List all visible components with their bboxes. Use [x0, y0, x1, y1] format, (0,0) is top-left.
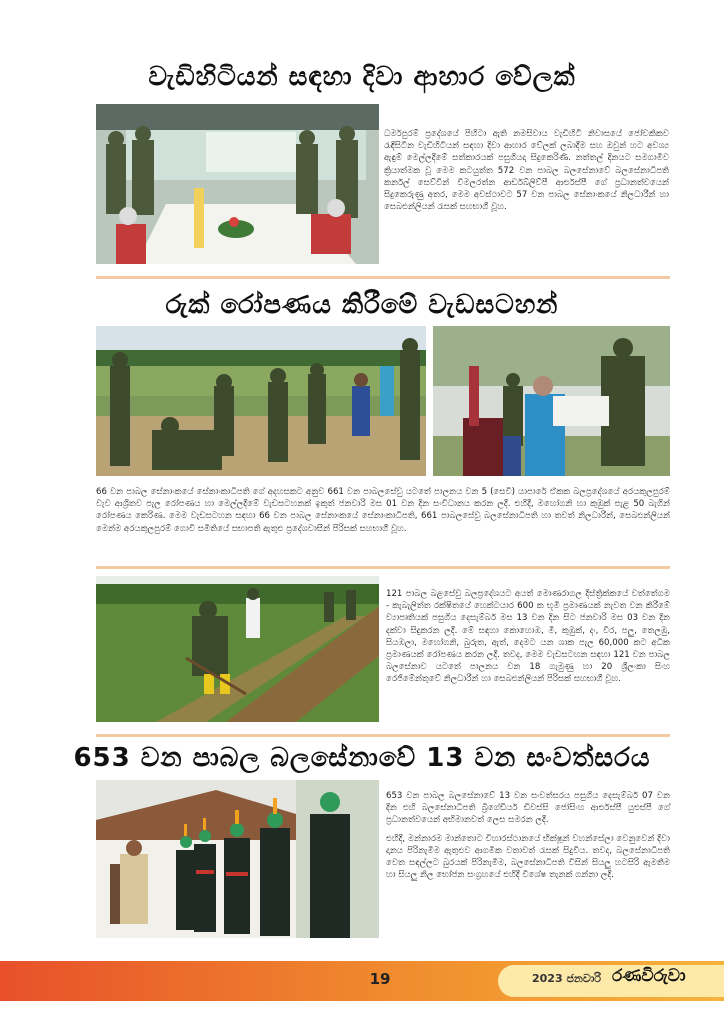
photo-reforestation: [96, 576, 379, 722]
elders-meal-text: ධර්මපුරම් ප්‍රදේශයේ පිහිටා ඇති නමසිවාය වැඩිහිටි නිවාසයේ ජෝවකිකව රැඳිසිටින වැඩිහිටියන් සඳහා දිවා ආහාර වේලක් ලබාදීම සහ ඔවුන් හට අවශ්‍ය ඇඳුම් මෙල්ලදීමේ සත්කාරයක් පසුගියදා සිදුකෙරිණි. නත්තල් දිනයට සමගාමීව ක්‍රියාත්මක වූ මෙම කටයුත්ත 572 වන පාබල බලසේනාවේ බලසේනාධිපති කර්නල් සෙව්වින් විමලරත්න ආර්ඩබ්ලිව්පී ආර්එස්පී ගේ ප්‍රධානත්වයෙන් සිදුකෙරුණු අතර, මෙම අවස්ථාවට 57 වන පාබල සේනාංකයේ නිලධාරීන් හා සෙබළුන්ලියන් රැසක් සහභාගී වූහ.: [384, 129, 669, 213]
divider-3: [96, 734, 670, 737]
anniversary-text-2: එහිදී, මන්නාරම මාන්තොට විහාරස්ථානයේ භික්ෂූන් වහන්සේලා වෙනුවෙන් දිවා දානය පිරිනැමීම ඇතුළුව ආගමික වතාවත් රැසක් සිදුවිය. තවද, බලසේනාධිපති වෙත සඳල්ලට බුරයක් පිරිනැමීම, බලසේනාධිපති විසින් සියලු හටසිරි ඇමතීම හා සියලු නිල භෝජන සංග්‍රහයේ එහිදී විශේෂ තැනක් ගන්නා ලදී.: [386, 833, 670, 881]
issue-date: 2023 ජනවාරි: [532, 972, 601, 985]
section1-paragraph: [384, 128, 669, 219]
anniversary-text-1: 653 වන පාබල බලසේනාවේ 13 වන සංවත්සරය පසුගිය දෙසැම්බර් 07 වන දින එහි බලසේනාධිපති බ්‍රිගේඩියර් ඩිවස්සි ජෝසිංහ ආර්එස්පී යුඑස්පී ගේ ප්‍රධානත්වයෙන් අභිමානවත් ලෙස සමරන ලදී.: [386, 791, 670, 826]
section-heading-elders-meal: වැඩිහිටියන් සඳහා දිවා ආහාර වේලක්: [148, 62, 576, 92]
section-heading-tree-planting: රුක් රෝපණය කිරීමේ වැඩසටහන්: [165, 290, 559, 320]
section2-paragraph-2: [386, 588, 670, 692]
tree-planting-text-2: 121 පාබල බළසේවු බලප්‍රදේශයට අයත් මොණරාගල දිස්ත්‍රික්කයේ වත්තේගම - කැබැලිත්ත රක්ෂිතයේ හෙක්ටයාර 600 ක භූමි ප්‍රමාණයක් නැවත වන කිරීමේ ව්‍යාපෘතියක් පසුගිය දෙසැම්බර් මස 13 වන දින සිට ජනවාරි මස 03 වන දින දක්වා සිදුකරන ලදී. මේ සඳහා කොහොඹ, මී, කුඹුක්, දං, වීර, පලු, තෙලඹු, සියඹලා, මහෝගනි, බුරුත, ඇත්, දෙමට යන ශාක පැල 60,000 කට අධික ප්‍රමාණයක් රෝපණය කරන ලදී. තවද, මෙම වැඩසටහන සඳහා 121 වන පාබල බලසේනාව යටතේ පාලනය වන 18 ගැමුණු හා 20 ශ්‍රීලංකා සිංහ රෙජිමේන්තුවේ නිලධාරීන් හා සෙබළුන්ලියන් පිරිසක් සහභාගී වූහ.: [386, 589, 670, 685]
divider-1: [96, 276, 670, 279]
photo-anniversary-guard: [96, 780, 379, 938]
photo-tree-planting-handover: [433, 326, 670, 476]
section3-paragraphs: [386, 790, 670, 887]
page-number: 19: [369, 970, 391, 988]
magazine-logo: රණවිරුවා: [612, 966, 686, 986]
tree-planting-text-1: 66 වන පාබල සේනාංකයේ සේනාංකාධිපති ගේ අදහසකට අනුව 661 වන පාබලසේවු යටතේ පාලනය වන 5 (සෙවි) යාපාරේ ඒකක බලප්‍රදේශයේ අරයකුලපුරම් වැව ආශ්‍රිතව පැල රෝපණය හා මෙල්ලදීමේ වැඩසටහනක් ඉකුත් ජනවාරි මස 01 වන දින සංවිධානය කරන ලදී. එහිදී, මහෝගනි හා කුඹුක් පැළ 50 බැගින් රෝපණය කෙරිණ. මෙම වැඩසටහන සඳහා 66 වන පාබල සේනාංකයේ සේනාංකාධිපති, 661 පාබලසේවු බලසේනාධිපති හා තවත් නිලධාරීන්, සෙබළුන්ලියන් මෙන්ම අරයකුලපුරම් ගොවි සමිතියේ සභාපති ඇතුළු ප්‍රදේශවාසීන් පිරිසක් සහභාගී වූහ.: [96, 487, 670, 534]
section2-paragraph-1: [96, 486, 670, 541]
photo-elders-meal: [96, 104, 379, 264]
section-heading-anniversary: 653 වන පාබල බලසේනාවේ 13 වන සංවත්සරය: [73, 743, 651, 773]
divider-2: [96, 566, 670, 569]
photo-tree-planting-group: [96, 326, 426, 476]
